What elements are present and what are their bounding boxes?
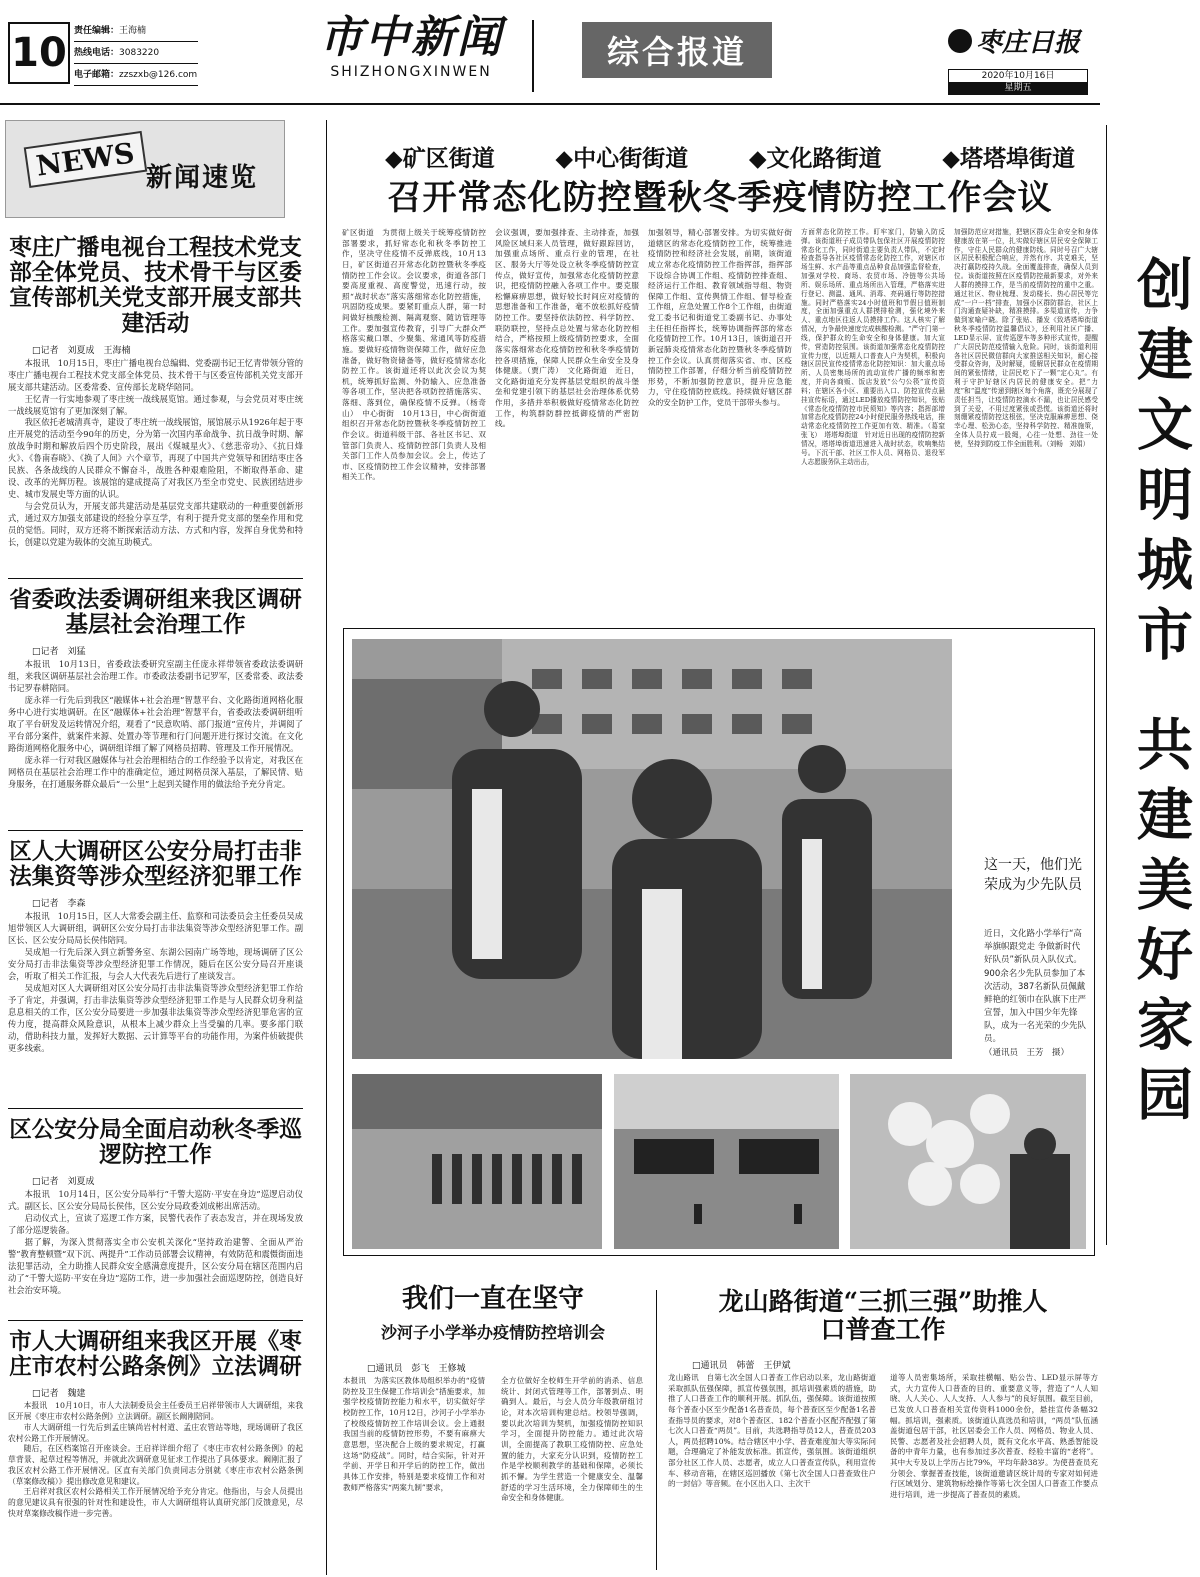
- news-stamp: NEWS: [24, 131, 147, 188]
- issue-date: 2020年10月16日 星期五: [948, 69, 1088, 95]
- column-divider: [326, 120, 327, 1575]
- article-byline: □记者 李森: [32, 899, 86, 910]
- article-patrol: [8, 1118, 303, 1297]
- article-headline: 区人大调研区公安分局打击非法集资等涉众型经济犯罪工作: [9, 839, 302, 891]
- divider: [8, 830, 303, 831]
- main-col-3: 加强领导，精心部署安排。为切实做好街道辖区的常态化疫情防控工作，统筹推进疫情防控和经济社会发展，前期，该街道成立常态化疫情防控工作指挥部，指挥部下设综合协调工作组、疫情防控排查组、经济运行工作组、教育领域指导组、物资保障工作组、宣传舆情工作组、督导检查工作组，应急处置工作8个工作组，由街道党工委书记和街道党工委副书记、办事处主任担任指挥长，统筹协调指挥部的常态化疫情防控工作。10月13日，该街道召开新冠肺炎疫情常态化防控暨秋冬季疫情防控工作会议。认真贯彻落实省、市、区疫情防控工作部署，仔细分析当前疫情防控形势，不断加强防控意识，提升应急能力，守住疫情防控底线。持续做好辖区群众的安全防护工作，党员干部带头参与。: [648, 228, 792, 407]
- article-col-2: 全方位做好全校师生开学前的消杀、信息统计、封闭式管理等工作，部署到点、明确到人。最后，与会人员分年级教研组讨论，对本次培训构建总结。校领导强调，要以此次培训为契机，加强疫情防控知识学习，全面提升防控能力。通过此次培训，全面提高了教职工疫情防控、应急处置的能力，大家充分认识到，疫情防控工作是学校顺利教学的基础和保障，必须长抓不懈。为学生营造一个健康安全、温馨舒适的学习生活环境，全力保障师生的生命安全和身体健康。: [501, 1376, 643, 1503]
- news-digest-title: 新闻速览: [146, 163, 259, 193]
- article-road-regulation: [8, 1330, 303, 1520]
- article-shahezi-school: [343, 1285, 643, 1504]
- hotline-line: 热线电话：3083220: [74, 42, 198, 64]
- kicker-tatabu: ◆塔塔埠街道: [942, 145, 1075, 172]
- article-party-branch: [8, 236, 303, 549]
- main-headline: 召开常态化防控暨秋冬季疫情防控工作会议: [387, 178, 1053, 218]
- main-col-2: 会议强调，要加强排查、主动排查，加强风险区域归来人员管理，做好跟踪回访，加强重点场所、重点行业的管理，在社区、服务大厅等处设立秋冬季疫情防控宣传点，做好宣传，加强常态化疫情防控意识，把疫情防控融入各项工作中。要克服松懈麻痹思想，做好较长时间应对疫情的思想准备和工作准备，毫不放松抓好疫情防控工作。要坚持依法防控、科学防控、联防联控，坚持点总处置与常态化防控相结合，严格按照上级疫情防控要求，全面落实落细常态化疫情防控和秋冬季疫情防控各项措施，保障人民群众生命安全及身体健康。（贾广涛） 文化路街道 近日，文化路街道充分发挥基层党组织的战斗堡垒和党建引领下的基层社会治理体系优势作用，多措并举积极做好疫情常态化防控工作，构筑群防群控抵御疫情的严密防线。: [495, 228, 639, 429]
- article-col-1: 龙山路讯 自第七次全国人口普查工作启动以来，龙山路街道采取抓队伍强保障，抓宣传强氛围，抓培训强素质的措施，助推了人口普查工作的顺利开展。抓队伍，强保障。该街道按照每个普查小区至少配备1名普查员，每个普查区至少配备1名普查指导员的要求，对8个普查区、182个普查小区配齐配强了第七次人口普查“两员”。目前，共选聘指导员12人，普查员203人，两员招聘10%。结合辖区中小学、普查难度加大等实际问题，合理确定了补能发放标准。抓宣传，强氛围。该街道组织部分社区工作人员、志愿者，成立人口普查宣传队，利用宣传车、移动音箱，在辖区巡回播放《第七次全国人口普查致住户的一封信》等音频。在小区出入口、主次干: [668, 1373, 876, 1489]
- photo-students-lineup: [352, 1074, 602, 1249]
- photo-feature: [343, 628, 1095, 1256]
- paper-emblem-icon: [948, 29, 972, 53]
- news-digest-banner: [5, 120, 285, 218]
- article-body: 本报讯 10月14日，区公安分局举行“千警大巡防·平安在身边”巡逻启动仪式。副区长、区公安分局局长侯伟，区公安分局政委刘成彬出席活动。 启动仪式上，宣读了巡逻工作方案，民警代表作了表态发言，并在现场发放了部分巡逻装备。 据了解，为深入贯彻落实全市公安机关深化“坚持政治建警、全面从严治警”教育整顿暨“双下沉、两提升”工作动员部署会议精神，有效防范和震慑街面违法犯罪活动，全力助推人民群众安全感满意度提升，区公安分局在辖区范围内启动了“千警大巡防·平安在身边”巡防工作，进一步加强社会面巡逻防控，创造良好社会治安环境。: [8, 1189, 303, 1295]
- slogan-panel: [1106, 125, 1194, 1245]
- masthead: [0, 0, 1200, 112]
- article-byline: □记者 刘夏成: [32, 1177, 95, 1188]
- slogan-beautiful-home: 共建美好家园: [1128, 715, 1194, 1135]
- wish-tree-illustration: [850, 1074, 1086, 1249]
- editor-line: 责任编辑：王海楠: [74, 20, 198, 42]
- article-subheadline: 沙河子小学举办疫情防控培训会: [380, 1323, 605, 1343]
- divider: [8, 578, 303, 579]
- article-political-legal: [8, 588, 303, 791]
- article-byline: □通讯员 彭飞 王修城: [367, 1364, 466, 1375]
- divider: [8, 1108, 303, 1109]
- page-number: 10: [8, 22, 70, 84]
- article-body: 本报讯 10月13日，省委政法委研究室副主任庞永祥带领省委政法委调研组，来我区调研基层社会治理工作。市委政法委副书记罗军，区委常委、政法委书记罗春耕陪同。 庞永祥一行先后到我区“融媒体+社会治理”智慧平台、文化路街道网格化服务中心进行实地调研。在区“融媒体+社会治理”智慧平台，省委政法委调研组听取了平台研发及运转情况介绍，观看了“民意吹哨、部门报道”宣传片，并调阅了平台部分案件，就案件来源、处置办等节理和行门问题开进行探讨交流。在文化路街道网格化服务中心，调研组详细了解了网格员招聘、管理及工作开展情况。 庞永祥一行对我区融媒体与社会治理相结合的工作经验予以肯定，对我区在网格员在基层社会治理工作中的准确定位，通过网格员深入基层，了解民情、贴身服务，在打通服务群众最后“一公里”上起到关键作用的做法给予充分肯定。: [8, 659, 303, 789]
- main-col-5: 加强防范应对措施，把辖区群众生命安全和身体健康放在第一位，扎实做好辖区居民安全保障工作，守住人民群众的健康防线。同时号召广大辖区居民积极配合响应，并然有序、共克难关，坚决打赢防疫持久战。全面覆盖排查，确保人员到位。该街道按照在区疫情防控最新要求，对外来人群的摸排工作，是当前疫情防控的重中之重。通过社区、物业梳理、发动楼长、热心居民等完成“一户一档”排查，加强小区群防群治，社区上门沟通查疑补缺，精准摸排。多渠道宣传，力争做到家喻户晓。除了张贴、播发《致塔塔埠街道秋冬季疫情防控温馨倡议》，还利用社区广播、LED显示屏、宣传巡逻车等多种形式宣传，提醒广大居民防范疫情输入危险。同时，该街道利用各社区居民微信群向大家推送相关知识，耐心接受群众咨询，及时解疑，缓解居民群众在疫情期间的紧张情绪，让居民吃下了一颗“定心丸”。有利于守护好辖区内居民的健康安全。把“力度”和“温度”传递到辖区每个角落，既充分展现了责任担当，让疫情防控滴水不漏，也让居民感受到了关爱，不用过度紧张或恐慌。该街道还将时刻绷紧疫情防控这根弦，坚决克服麻痹思想、侥幸心理、松劲心态，坚持科学防控、精准施策，全体人员拧成一股绳，心往一处想、劲往一处使，坚持到防疫工作全面胜利。（刘畅 刘娟）: [954, 228, 1098, 448]
- photo-wish-tree: [850, 1074, 1086, 1249]
- article-col-1: 本报讯 为落实区教体局组织举办的“疫情防控及卫生保健工作培训会”措施要求，加强学校疫情防控能力和水平，切实做好学校防控工作，10月12日，沙河子小学举办了校级疫情防控工作培训会议。会上通报我国当前的疫情防控形势，不要有麻痹大意思想，坚决配合上级的要求规定，打赢这场“防疫战”。同时，结合实际，针对开学前、开学日和开学后的防控工作，做出具体工作安排，特别是要求疫情工作和对教师严格落实“两案九制”要求，: [343, 1376, 485, 1492]
- main-kicker-row: [385, 140, 1075, 173]
- article-headline: 省委政法委调研组来我区调研基层社会治理工作: [9, 587, 302, 639]
- header-rule: [0, 103, 1100, 105]
- article-npc-police: [8, 840, 303, 1055]
- school-assembly-illustration: [614, 1074, 839, 1249]
- article-headline: 龙山路街道“三抓三强”助推人口普查工作: [718, 1287, 1048, 1344]
- photo-caption-title: 这一天，他们光荣成为少先队员: [984, 857, 1082, 894]
- photo-school-assembly: [614, 1074, 839, 1249]
- column-divider: [656, 1290, 657, 1570]
- photo-credit: （通讯员 王芳 摄）: [984, 1047, 1070, 1058]
- kicker-zhongxinjie: ◆中心街街道: [555, 145, 689, 172]
- article-body: 本报讯 10月15日，区人大常委会副主任、监察和司法委员会主任委员吴成旭带领区人大调研组，调研区公安分局打击非法集资等涉众型经济犯罪工作。副区长、区公安分局局长侯伟陪同。 吴成旭一行先后深入到立新警务室、东湖公园南广场等地，现场调研了区公安分局打击非法集资等涉众型经济犯罪工作情况，随后在区公安分局召开座谈会，听取了相关工作汇报，与会人大代表先后进行了座谈发言。 吴成旭对区人大调研组对区公安分局打击非法集资等涉众型经济犯罪工作给予了肯定，并强调，打击非法集资等涉众型经济犯罪工作是与人民群众切身利益息息相关的工作，区公安分局要进一步加强非法集资等涉众型经济犯罪危害的宣传力度，提高群众风险意识，从根本上减少群众上当受骗的几率。要多部门联动，借助科技力量，发挥好大数据、云计算等平台的功能作用，为案件侦破提供更多线索。: [8, 911, 303, 1053]
- article-col-2: 道等人员密集场所，采取挂横幅、贴公告、LED显示屏等方式，大力宣传人口普查的目的、重要意义等，营造了“人人知晓、人人关心、人人支持、人人参与”的良好氛围。截至目前，已发放人口普查相关宣传资料1000余份，悬挂宣传条幅32幅。抓培训，强素质。该街道认真选员和培训，“两员”队伍涵盖街道包居干部，社区居委会工作人员、网格员、物业人员、民警、志愿者及社会招聘人员，既有文化水平高、熟悉智能设备的中青年力量，也有参加过多次普查、经验丰富的“老将”。其中大专及以上学历占比79%，平均年龄38岁。为使普查员充分领会、掌握普查技能，该街道邀请区统计局的专家对如何进行区域划分、建筑物标绘操作等第七次全国人口普查工作要点进行培训，进一步提高了普查员的素质。: [890, 1373, 1098, 1500]
- section-title: 综合报道: [582, 22, 772, 78]
- main-col-4: 方面常态化防控工作。盯牢家门，防输入防反弹。该街道班子成员带队包保社区开展疫情防控常态化工作，同时街道主要负责人带队，不定时检查指导各社区疫情常态化防控工作，对辖区市场生鲜、水产品等重点品种食品加强监督检查，加强对学校、商场、农贸市场、冷链等公共场所、娱乐场所、重点场所出入管理，严格落实进行登记、测温、通风、消毒、亮码通行等防控措施。同时严格落实24小时值班和节假日值班制度，全面加强重点人群摸排检测，强化境外来人、重点地区往返人员摸排工作。这人核实了解情况，力争最快速度完成核酸检测。“严守门第一线，保护群众的生命安全和身体健康。加大宣传，营造防控氛围。该街道加强常态化疫情防控宣传力度，以近期人口普查人户为契机，积极向辖区居民宣传疫情常态化防控知识：加大重点场所、人员密集场所的流动宣传广播的频率和密度，并向各商贩、饭店发放“公勺公筷”宣传资料；在辖区各小区、重要出入口、防控宣传点悬挂宣传标语，通过LED播放疫情防控知识，张贴《常态化疫情防控市民须知》等内容；指挥部增加常态化疫情防控24小时便民服务热线电话，推动常态化疫情防控工作更加有效、精准。（葛窒 张飞） 塔塔埠街道 针对近日出现的疫情防控新情况，塔塔埠街道迅速进入战时状态，吹响集结号。下沉干部、社区工作人员、网格员、退役军人志愿服务队主动出击，: [801, 228, 952, 466]
- article-byline: □记者 刘猛: [32, 647, 86, 658]
- article-headline: 区公安分局全面启动秋冬季巡逻防控工作: [9, 1117, 302, 1169]
- main-col-1: 矿区街道 为贯彻上级关于统筹疫情防控部署要求，抓好常态化和秋冬季防控工作，坚决守住疫情不反弹底线，10月13日，矿区街道召开常态化防控暨秋冬季疫情防控工作会议。会议要求，街道各部门要高度重视、高度警觉，迅速行动，按照“战时状态”落实落细常态化防控措施，巩固防疫成果。要紧盯重点人群，第一时间做好核酸检测、隔离观察、随访管理等工作。要加强宣传教育，引导广大群众严格落实戴口罩、少聚集、常通风等防疫措施。要做好疫情物资保障工作，做好应急准备，做好物资储备等，做好疫情常态化防控工作。该街道还将以此次会议为契机，统筹抓好监测、外防输入、应急准备等各项工作，坚决把各项防控措施落实、落细、落到位，确保疫情不反弹。（杨奇山） 中心街街 10月13日，中心街街道组织召开常态化防控暨秋冬季疫情防控工作会议。街道科级干部、各社区书记、双管部门负责人、疫情防控部门负责人及相关部门工作人员参加会议。会上，传达了市、区疫情防控工作会议精神，安排部署相关工作。: [342, 228, 486, 482]
- kicker-wenhualu: ◆文化路街道: [748, 145, 882, 172]
- article-byline: □通讯员 韩蕾 王伊斌: [692, 1361, 791, 1371]
- photo-young-pioneers: [352, 639, 952, 1059]
- article-byline: □记者 刘夏成 王海楠: [32, 345, 131, 356]
- article-headline: 我们一直在坚守: [401, 1284, 584, 1314]
- article-body: 本报讯 10月10日，市人大法制委员会主任委员王启祥带领市人大调研组，来我区开展《枣庄市农村公路条例》立法调研。副区长阚刚陪同。 市人大调研组一行先后到孟庄镇尚岩村村道、孟庄农管站等地，现场调研了我区农村公路工作开展情况。 随后，在区档案馆召开座谈会。王启祥详细介绍了《枣庄市农村公路条例》的起草背景、起草过程等情况，并就此次调研意见征求工作提出了具体要求。阚刚汇报了我区农村公路工作开展情况。区直有关部门负责同志分别就《枣庄市农村公路条例（草案修改稿）》提出修改意见和建议。 王启祥对我区农村公路相关工作开展情况给予充分肯定。他指出，与会人员提出的意见建议具有很强的针对性和建设性，市人大调研组将认真研究部门反馈意见，尽快对草案修改稿作进一步完善。: [8, 1401, 303, 1518]
- students-lineup-illustration: [352, 1074, 602, 1249]
- paper-logo: 枣庄日报: [948, 22, 1088, 59]
- section-logo: 市中新闻 SHIZHONGXINWEN: [319, 12, 503, 80]
- main-article-body: [342, 228, 1098, 618]
- kicker-kuangqu: ◆矿区街道: [385, 145, 495, 172]
- article-body: 本报讯 10月15日，枣庄广播电视台总编辑、党委副书记王忆青带领分管的枣庄广播电视台工程技术党支部全体党员、技术骨干与区委宣传部机关党支部开展支部共建活动。区委常委、宣传部长龙晓华陪同。 王忆青一行实地参观了枣庄统一战线展览馆。通过参观，与会党员对枣庄统一战线展览馆有了更加深刻了解。 我区依托老城清真寺，建设了枣庄统一战线展馆，展馆展示从1926年起于枣庄开展党的活动至今90年的历史，分为第一次国内革命战争、抗日战争时期、解放战争时期和解放后四个历史阶段，展出《煤城星火》、《慈悲帝功》、《抗日烽火》、《鲁南春晓》、《换了人间》六个章节，再现了中国共产党领导和团结枣庄各民族、各条战线的人民群众不懈奋斗，战胜各种艰难险阻，不断取得革命、建设、改革的光辉历程。该展馆的建成提高了对我区乃至全市党史、民族团结进步史、城市发展史等方面的认识。 与会党员认为，开展支部共建活动是基层党支部共建联动的一种重要创新形式，通过双方加强支部建设的经验分享互学，有利于提升党支部的堡垒作用和党员的觉悟。同时，双方还将不断探索活动方法、方式和内容，发挥自身优势和特长，创建以党建为载体的交流互助模式。: [8, 357, 303, 547]
- article-byline: □记者 魏建: [32, 1389, 86, 1400]
- article-headline: 枣庄广播电视台工程技术党支部全体党员、技术骨干与区委宣传部机关党支部开展支部共建活动: [9, 235, 302, 337]
- divider: [8, 1320, 303, 1321]
- slogan-civilized-city: 创建文明城市: [1128, 255, 1194, 675]
- photo-caption-body: 近日，文化路小学举行“高举旗帜跟党走 争做新时代好队员”新队员入队仪式。900余名少先队员参加了本次活动，387名新队员佩戴鲜艳的红领巾在队旗下庄严宣誓，加入中国少年先锋队，成为一名光荣的少先队员。 （通讯员 王芳 摄）: [984, 929, 1087, 1058]
- header-divider: [532, 20, 534, 92]
- editor-info: [74, 20, 198, 86]
- article-longshan-census: [668, 1288, 1098, 1501]
- pioneer-ceremony-illustration: [352, 639, 952, 1059]
- paper-info: [948, 22, 1088, 95]
- email-line: 电子邮箱：zzszxb@126.com: [74, 64, 198, 86]
- article-headline: 市人大调研组来我区开展《枣庄市农村公路条例》立法调研: [9, 1329, 302, 1381]
